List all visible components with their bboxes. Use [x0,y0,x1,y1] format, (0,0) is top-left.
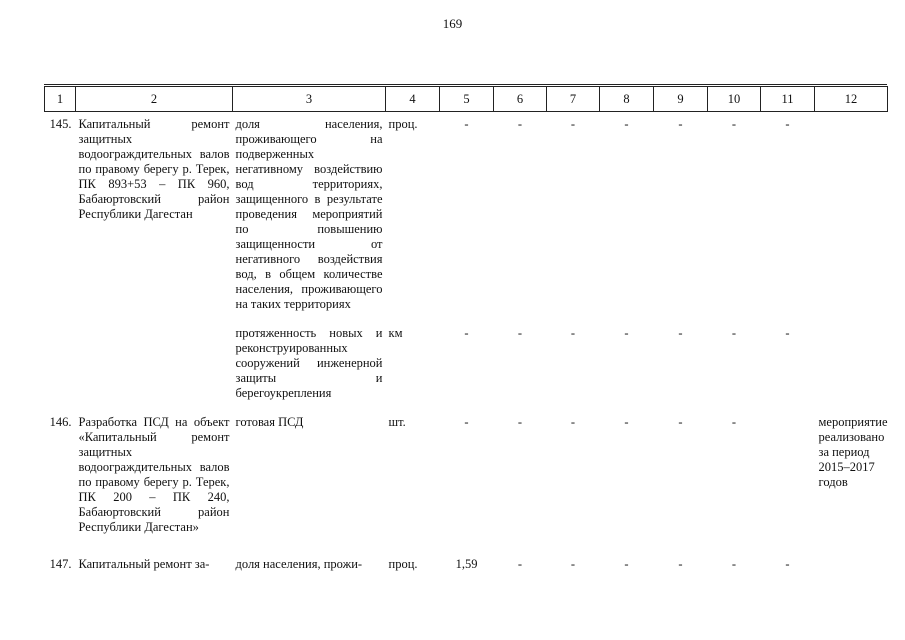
header-cell: 4 [386,87,440,112]
value-cell: 1,59 [455,557,478,571]
value-cell: - [624,415,629,429]
indicator: доля населения, прожи- [235,557,363,571]
header-cell: 5 [440,87,494,112]
measure-name: Разработка ПСД на объект «Капитальный ремонт защитных водоограждительных валов по правому берегу р. Терек, ПК 200 – ПК 240, Бабаюртовский район Республики Дагестан» [78,415,230,534]
value-cell: - [570,557,576,571]
value-cell: - [785,117,790,131]
measure-name [76,312,233,401]
value-cell: - [570,117,576,131]
value-cell: - [517,117,523,131]
top-rule [44,84,887,85]
table-row [45,112,888,313]
header-cell: 8 [600,87,654,112]
data-table [44,86,888,572]
row-number: 146. [49,415,72,429]
value-cell: - [624,326,629,340]
value-cell: - [785,326,790,340]
value-cell: - [624,117,629,131]
table-row [45,401,888,535]
value-cell: - [731,415,737,429]
indicator: готовая ПСД [235,415,304,429]
value-cell: - [517,326,523,340]
value-cell: - [678,557,683,571]
value-cell [761,401,815,535]
note [815,535,888,572]
value-cell: - [570,326,576,340]
header-cell: 12 [815,87,888,112]
indicator: протяженность новых и реконструированных сооружений инженерной защиты и берегоукрепления [235,326,383,400]
header-cell: 1 [45,87,76,112]
measure-name: Капитальный ремонт за- [78,557,210,571]
table-row [45,312,888,401]
header-cell: 11 [761,87,815,112]
value-cell: - [464,415,469,429]
header-cell: 2 [76,87,233,112]
note [815,312,888,401]
value-cell: - [731,557,737,571]
table-row [45,535,888,572]
value-cell: - [517,557,523,571]
header-row [45,87,888,112]
row-number: 145. [49,117,72,131]
value-cell: - [517,415,523,429]
value-cell: - [731,326,737,340]
indicator: доля населения, проживающего на подверженных негативному воздействию вод территориях, защищенного в результате проведения мероприятий по повышению защищенности от негативного воздействия вод, в общем количестве населения, проживающего на таких территориях [235,117,383,311]
header-cell: 9 [654,87,708,112]
header-cell: 6 [494,87,547,112]
value-cell: - [731,117,737,131]
value-cell: - [464,326,469,340]
unit: км [388,326,403,340]
value-cell: - [624,557,629,571]
row-number: 147. [49,557,72,571]
unit: проц. [388,117,418,131]
note [815,112,888,313]
value-cell: - [678,415,683,429]
unit: проц. [388,557,418,571]
value-cell: - [785,557,790,571]
value-cell: - [678,117,683,131]
row-number [45,312,76,401]
value-cell: - [678,326,683,340]
page-number: 169 [442,16,463,31]
note: мероприятие реализовано за период 2015–2017 годов [818,415,888,489]
header-cell: 10 [708,87,761,112]
header-cell: 3 [233,87,386,112]
unit: шт. [388,415,406,429]
measure-name: Капитальный ремонт защитных водоограждительных валов по правому берегу р. Терек, ПК 893+53 – ПК 960, Бабаюртовский район Республики Дагестан [78,117,230,221]
value-cell: - [570,415,576,429]
header-cell: 7 [547,87,600,112]
value-cell: - [464,117,469,131]
